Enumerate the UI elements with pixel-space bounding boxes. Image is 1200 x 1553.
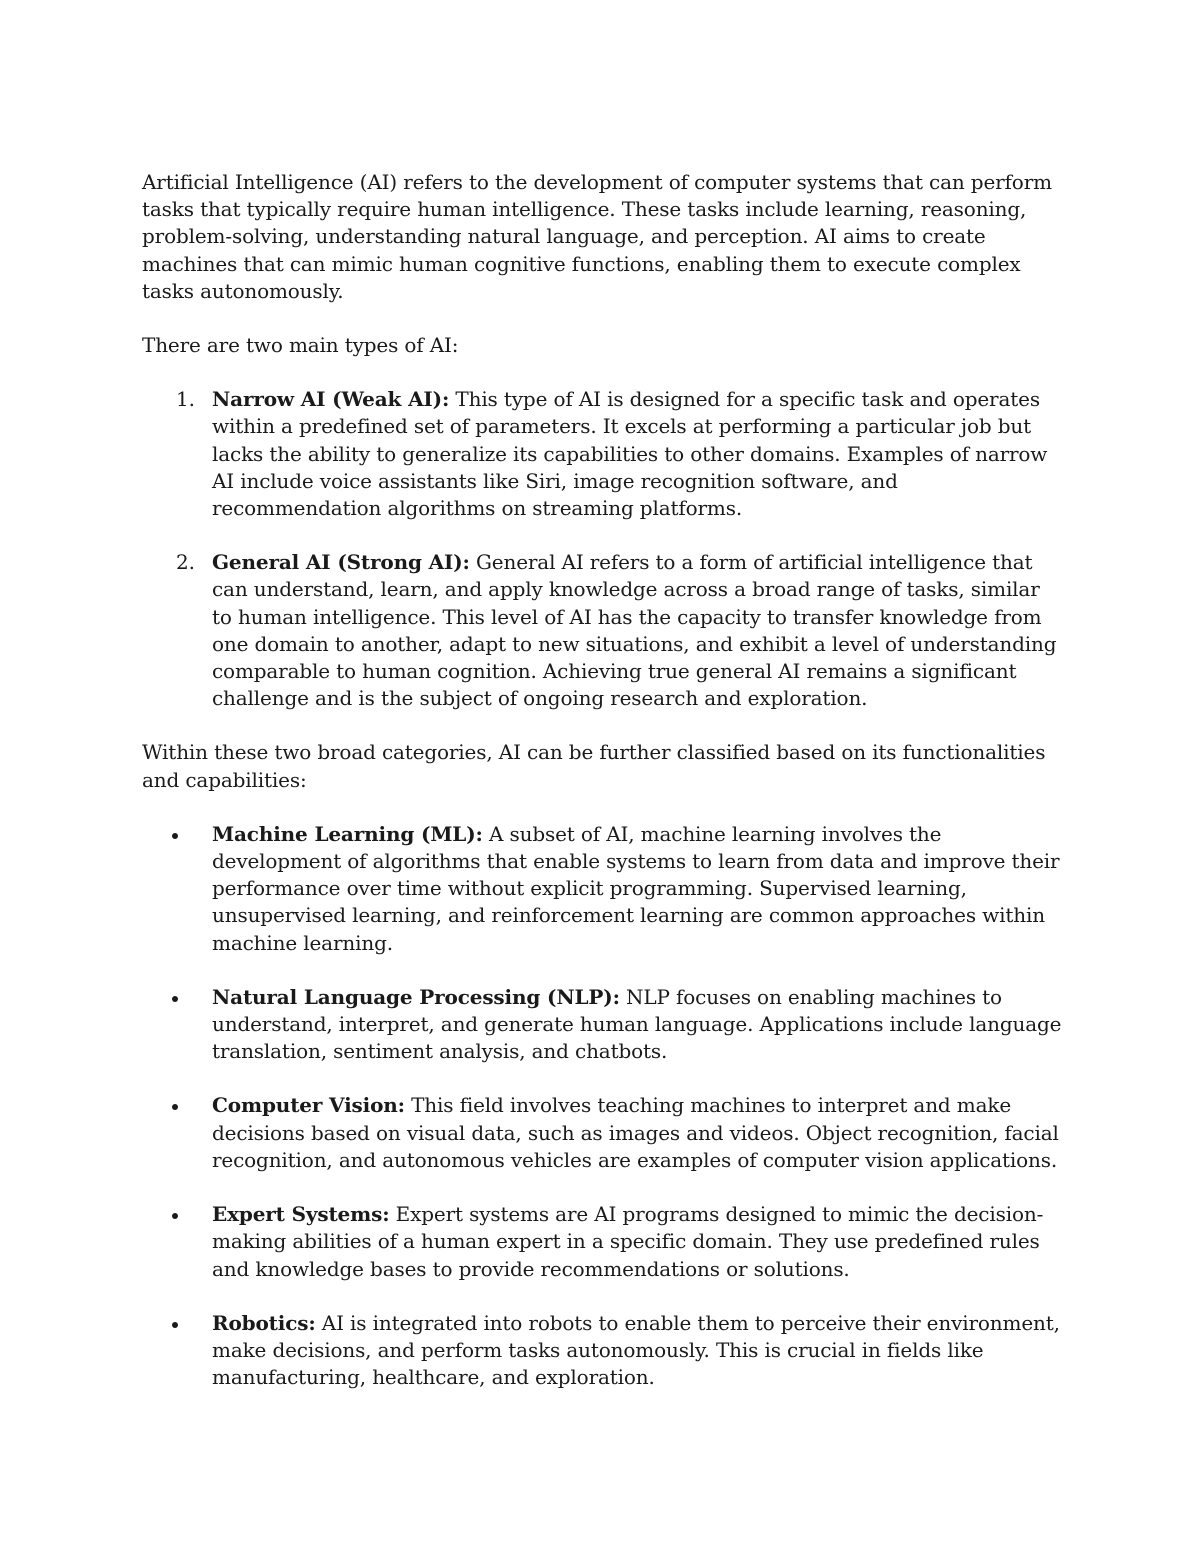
description-nlp: NLP focuses on enabling machines to understand, interpret, and generate human language. Applications include language translation, sentiment analysis, and chatbots.: [212, 984, 1062, 1064]
types-intro: There are two main types of AI:: [142, 333, 459, 358]
list-number: 2.: [176, 550, 195, 575]
description-robotics: AI is integrated into robots to enable them to perceive their environment, make decisions, and perform tasks autonomously. This is crucial in fields like manufacturing, healthcare, and exploration.: [212, 1310, 1060, 1390]
description-machine-learning: A subset of AI, machine learning involves the development of algorithms that enable systems to learn from data and improve their performance over time without explicit programming. Supervised learning, unsupervised learning, and reinforcement learning are common approaches within machine learning.: [212, 821, 1060, 955]
list-item-narrow-ai: [142, 386, 1062, 522]
list-item-nlp: [142, 984, 1062, 1066]
term-nlp: Natural Language Processing (NLP):: [212, 984, 620, 1009]
term-computer-vision: Computer Vision:: [212, 1093, 405, 1118]
document-body: [142, 169, 1062, 1418]
term-robotics: Robotics:: [212, 1310, 316, 1335]
list-item-computer-vision: [142, 1092, 1062, 1174]
bullet-icon: [172, 996, 178, 1002]
description-expert-systems: Expert systems are AI programs designed to mimic the decision-making abilities of a human expert in a specific domain. They use predefined rules and knowledge bases to provide recommendations or solutions.: [212, 1202, 1044, 1281]
ai-types-list: [142, 386, 1062, 712]
description-general-ai: General AI refers to a form of artificial intelligence that can understand, learn, and apply knowledge across a broad range of tasks, similar to human intelligence. This level of AI has the capacity to transfer knowledge from one domain to another, adapt to new situations, and exhibit a level of understanding comparable to human cognition. Achieving true general AI remains a significant challenge and is the subject of ongoing research and exploration.: [212, 550, 1057, 711]
term-machine-learning: Machine Learning (ML):: [212, 821, 483, 846]
term-expert-systems: Expert Systems:: [212, 1202, 390, 1227]
list-item-robotics: [142, 1310, 1062, 1392]
ai-categories-list: [142, 821, 1062, 1391]
bullet-icon: [172, 1322, 178, 1328]
bullet-icon: [172, 1213, 178, 1219]
bullet-icon: [172, 1104, 178, 1110]
list-item-expert-systems: [142, 1201, 1062, 1283]
bullet-icon: [172, 833, 178, 839]
term-general-ai: General AI (Strong AI):: [212, 550, 470, 575]
categories-intro: Within these two broad categories, AI can be further classified based on its functionalities and capabilities:: [142, 740, 1046, 792]
list-item-machine-learning: [142, 821, 1062, 957]
list-number: 1.: [176, 387, 195, 412]
intro-paragraph: Artificial Intelligence (AI) refers to the development of computer systems that can perform tasks that typically require human intelligence. These tasks include learning, reasoning, problem-solving, understanding natural language, and perception. AI aims to create machines that can mimic human cognitive functions, enabling them to execute complex tasks autonomously.: [142, 170, 1052, 303]
term-narrow-ai: Narrow AI (Weak AI):: [212, 387, 450, 412]
description-computer-vision: This field involves teaching machines to interpret and make decisions based on visual data, such as images and videos. Object recognition, facial recognition, and autonomous vehicles are examples of computer vision applications.: [212, 1093, 1059, 1172]
list-item-general-ai: [142, 549, 1062, 712]
description-narrow-ai: This type of AI is designed for a specific task and operates within a predefined set of parameters. It excels at performing a particular job but lacks the ability to generalize its capabilities to other domains. Examples of narrow AI include voice assistants like Siri, image recognition software, and recommendation algorithms on streaming platforms.: [212, 387, 1048, 521]
